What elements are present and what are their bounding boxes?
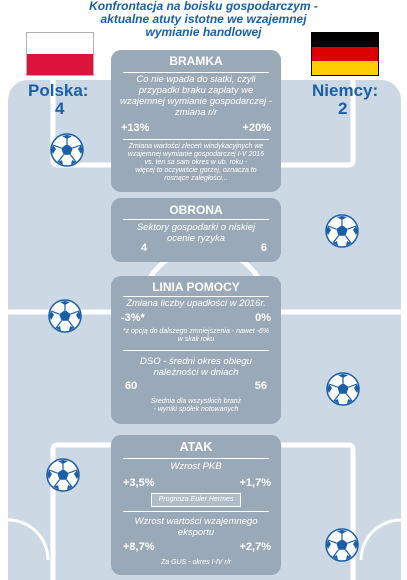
export-line: eksportu <box>177 527 215 538</box>
divider <box>123 458 269 459</box>
soccer-ball-icon <box>326 372 360 406</box>
obrona-desc-line: ocenie ryzyka <box>166 233 226 244</box>
export-description <box>115 516 277 538</box>
section-linia-pomocy <box>111 276 281 424</box>
source-panel <box>151 493 241 507</box>
bramka-description <box>115 74 277 118</box>
divider <box>123 511 269 512</box>
title-line-1: Konfrontacja na boisku gospodarczym - <box>89 0 318 13</box>
team-left-score: 4 <box>55 99 65 118</box>
bramka-note-line: więcej to oczywiście gorzej, oznacza to <box>135 167 257 174</box>
section-obrona <box>111 198 281 262</box>
pkb-poland-value: +3,5% <box>123 477 155 489</box>
title-line-3: wymianie handlowej <box>145 25 262 39</box>
divider <box>123 139 269 140</box>
dso-note-line: Średnia dla wszystkich branż <box>150 398 242 405</box>
dso-line: należności w dniach <box>153 367 239 378</box>
atak-header: ATAK <box>179 440 213 454</box>
team-left-name: Polska: <box>28 81 89 100</box>
pkb-source: Prognoza Euler Hermes <box>158 496 234 503</box>
bramka-note-line: Zmiana wartości zleceń windykacyjnych we <box>128 143 264 150</box>
team-right-score: 2 <box>338 99 348 118</box>
obrona-header: OBRONA <box>169 203 223 217</box>
obrona-description <box>115 222 277 244</box>
germany-flag <box>311 32 379 76</box>
poland-flag <box>26 32 94 76</box>
dso-note <box>115 398 277 414</box>
bramka-note-line: wzajemnej wymianie gospodarczej I-V 2016 <box>127 151 265 158</box>
divider <box>123 219 269 220</box>
bramka-note <box>115 143 277 183</box>
linia-note-line: w skali roku <box>177 336 215 343</box>
flag-stripe-black <box>312 33 378 47</box>
dso-description <box>115 356 277 378</box>
bramka-desc-line: przypadki braku zapłaty we <box>138 85 254 96</box>
soccer-ball-icon <box>325 214 359 248</box>
soccer-ball-icon <box>48 299 82 333</box>
bramka-header: BRAMKA <box>169 54 223 68</box>
bramka-desc-line: zmiana r/r <box>174 107 218 118</box>
export-source: Za GUS - okres I-IV r/r <box>160 559 231 566</box>
bramka-germany-value: +20% <box>242 122 271 134</box>
bramka-desc-line: Co nie wpada do siatki, czyli <box>136 74 256 85</box>
export-poland-value: +8,7% <box>123 541 155 553</box>
section-atak <box>111 435 281 575</box>
soccer-ball-icon <box>50 133 84 167</box>
linia-description: Zmiana liczby upadłości w 2016r. <box>126 298 266 309</box>
flag-stripe-white <box>27 33 93 54</box>
flag-stripe-red <box>27 54 93 75</box>
export-germany-value: +2,7% <box>239 541 271 553</box>
divider <box>123 350 269 351</box>
linia-note <box>115 328 277 344</box>
dso-poland-value: 60 <box>125 380 138 392</box>
atak-pkb-label: Wzrost PKB <box>170 461 222 472</box>
dso-note-line: - wyniki spółek notowanych <box>153 406 239 413</box>
linia-note-line: *z opcją do dalszego zmniejszenia - nawet -6% <box>122 328 270 335</box>
title-line-2: aktualne atuty istotne we wzajemnej <box>100 12 307 26</box>
soccer-ball-icon <box>325 528 359 562</box>
pkb-germany-value: +1,7% <box>239 477 271 489</box>
dso-germany-value: 56 <box>254 380 267 392</box>
bramka-note-line: vs. ten sa sam okres w ub. roku - <box>144 159 248 166</box>
obrona-germany-value: 6 <box>260 242 267 254</box>
divider <box>123 296 269 297</box>
linia-header: LINIA POMOCY <box>152 280 240 294</box>
obrona-poland-value: 4 <box>141 242 148 254</box>
linia-germany-value: 0% <box>255 312 271 324</box>
flag-stripe-gold <box>312 61 378 75</box>
bramka-note-line: rosnące zaległości... <box>164 175 228 182</box>
flag-stripe-red <box>312 47 378 61</box>
team-right-name: Niemcy: <box>312 81 379 100</box>
dso-line: DSO - średni okres obiegu <box>140 356 252 367</box>
section-bramka <box>111 50 281 192</box>
linia-poland-value: -3%* <box>121 312 145 324</box>
obrona-desc-line: Sektory gospodarki o niskiej <box>136 222 256 233</box>
bramka-desc-line: wzajemnej wymianie gospodarczej - <box>119 96 273 107</box>
export-line: Wzrost wartości wzajemnego <box>134 516 258 527</box>
bramka-poland-value: +13% <box>121 122 150 134</box>
divider <box>123 72 269 73</box>
soccer-ball-icon <box>46 458 80 492</box>
